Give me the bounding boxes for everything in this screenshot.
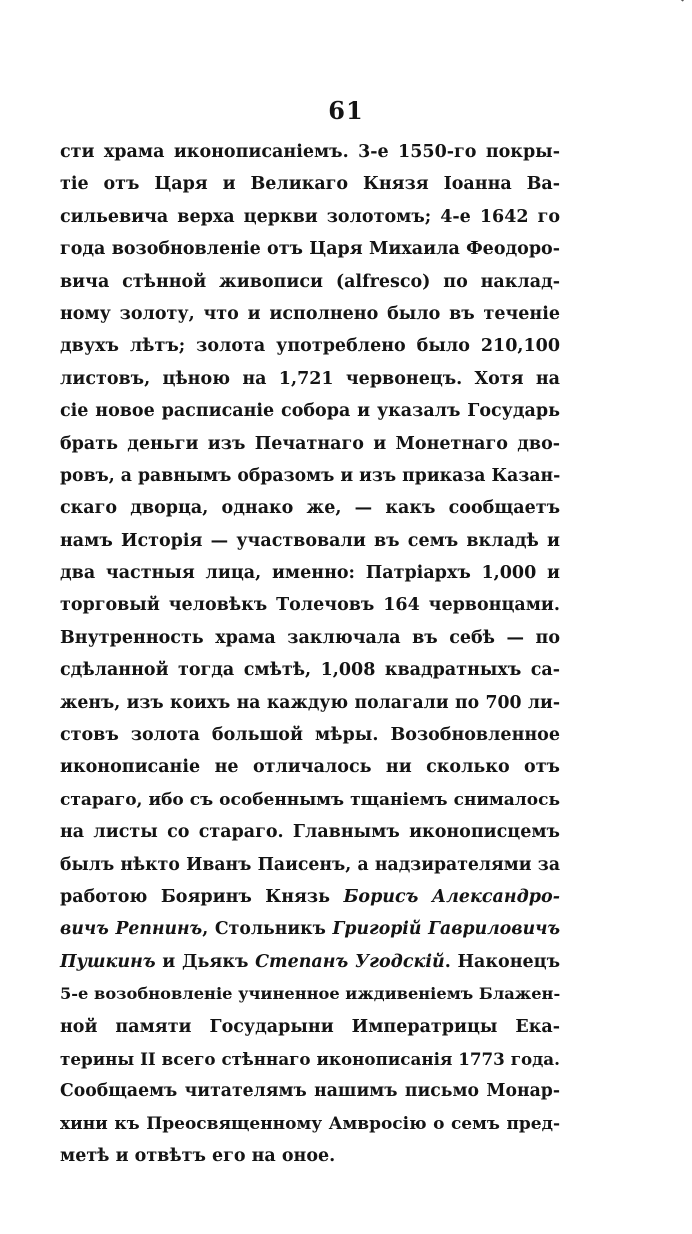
text-segment: торговый человѣкъ Толечовъ 164 червонцами.: [60, 595, 560, 616]
italic-text: Пушкинъ: [60, 951, 156, 972]
text-line: [60, 654, 560, 686]
text-segment: терины II всего стѣннаго иконописанія 1773 года.: [60, 1048, 560, 1069]
text-segment: 5-е возобновленіе учиненное иждивеніемъ Блажен-: [60, 984, 561, 1004]
text-segment: двухъ лѣтъ; золота употреблено было 210,100: [60, 336, 560, 357]
text-line: [60, 201, 560, 233]
text-line: [60, 363, 560, 395]
text-segment: метѣ и отвѣтъ его на оное.: [60, 1146, 336, 1167]
text-segment: работою Бояринъ Князь: [60, 886, 344, 907]
text-line: [60, 233, 560, 265]
text-line: [60, 881, 560, 913]
text-line: [60, 849, 560, 881]
text-segment: иконописаніе не отличалось ни сколько отъ: [60, 757, 560, 778]
text-line: [60, 751, 560, 783]
text-line: [60, 168, 560, 200]
text-segment: два частныя лица, именно: Патріархъ 1,000 и: [60, 563, 560, 584]
text-line: [60, 525, 560, 557]
text-segment: ному золоту, что и исполнено было въ теченіе: [60, 303, 560, 324]
text-segment: ровъ, а равнымъ образомъ и изъ приказа Казан-: [60, 465, 561, 486]
text-line: [60, 719, 560, 751]
italic-text: Григорій Гавриловичъ: [332, 919, 560, 940]
text-segment: брать деньги изъ Печатнаго и Монетнаго дво-: [60, 433, 560, 454]
text-segment: стовъ золота большой мѣры. Возобновленное: [60, 725, 560, 746]
text-line: [60, 687, 560, 719]
text-line: [60, 784, 560, 816]
text-segment: намъ Исторія — участвовали въ семъ вкладѣ и: [60, 530, 560, 551]
text-segment: сдѣланной тогда смѣтѣ, 1,008 квадратныхъ са-: [60, 660, 560, 681]
text-segment: женъ, изъ коихъ на каждую полагали по 700 ли-: [60, 692, 560, 713]
text-line: [60, 1043, 560, 1075]
text-line: [60, 978, 560, 1010]
text-line: [60, 589, 560, 621]
text-line: [60, 1108, 560, 1140]
text-line: [60, 913, 560, 945]
text-segment: Сообщаемъ читателямъ нашимъ письмо Монар-: [60, 1081, 560, 1102]
text-segment: на листы со стараго. Главнымъ иконописцемъ: [60, 822, 560, 843]
text-segment: , Стольникъ: [202, 919, 333, 940]
text-line: [60, 330, 560, 362]
italic-text: Борисъ Александро-: [343, 886, 560, 907]
text-line: [60, 622, 560, 654]
text-line: [60, 816, 560, 848]
text-segment: хини къ Преосвященному Амвросію о семъ пред-: [60, 1113, 560, 1134]
text-line: [60, 1011, 560, 1043]
text-line: [60, 1140, 560, 1172]
text-segment: сильевича верха церкви золотомъ; 4-е 1642 го: [60, 206, 560, 227]
italic-text: вичъ Репнинъ: [60, 919, 203, 940]
text-line: [60, 395, 560, 427]
text-segment: ной памяти Государыни Императрицы Ека-: [60, 1016, 560, 1037]
corner-scan-mark: [662, 0, 684, 2]
text-line: [60, 946, 560, 978]
italic-text: Степанъ Угодскій: [255, 951, 445, 972]
text-segment: сіе новое расписаніе собора и указалъ Государь: [60, 401, 560, 422]
text-segment: былъ нѣкто Иванъ Паисенъ, а надзирателями за: [60, 854, 560, 875]
text-segment: . Наконецъ: [444, 951, 560, 972]
text-segment: Внутренность храма заключала въ себѣ — по: [60, 627, 560, 648]
text-segment: скаго дворца, однако же, — какъ сообщаетъ: [60, 498, 560, 519]
text-line: [60, 557, 560, 589]
text-line: [60, 298, 560, 330]
text-segment: сти храма иконописаніемъ. 3-е 1550-го покры-: [60, 142, 560, 162]
text-line: [60, 492, 560, 524]
text-segment: стараго, ибо съ особеннымъ тщаніемъ снималось: [60, 789, 560, 810]
body-text: [60, 136, 560, 1173]
text-line: [60, 1075, 560, 1107]
text-line: [60, 460, 560, 492]
text-segment: вича стѣнной живописи (alfresco) по наклад-: [60, 271, 560, 292]
text-line: [60, 136, 560, 168]
text-line: [60, 266, 560, 298]
text-segment: года возобновленіе отъ Царя Михаила Феодоро-: [60, 239, 560, 260]
text-segment: тіе отъ Царя и Великаго Князя Іоанна Ва-: [60, 174, 560, 195]
text-segment: и Дьякъ: [155, 951, 256, 972]
text-segment: листовъ, цѣною на 1,721 червонецъ. Хотя на: [60, 368, 560, 389]
page-number: 61: [328, 96, 364, 125]
text-line: [60, 428, 560, 460]
